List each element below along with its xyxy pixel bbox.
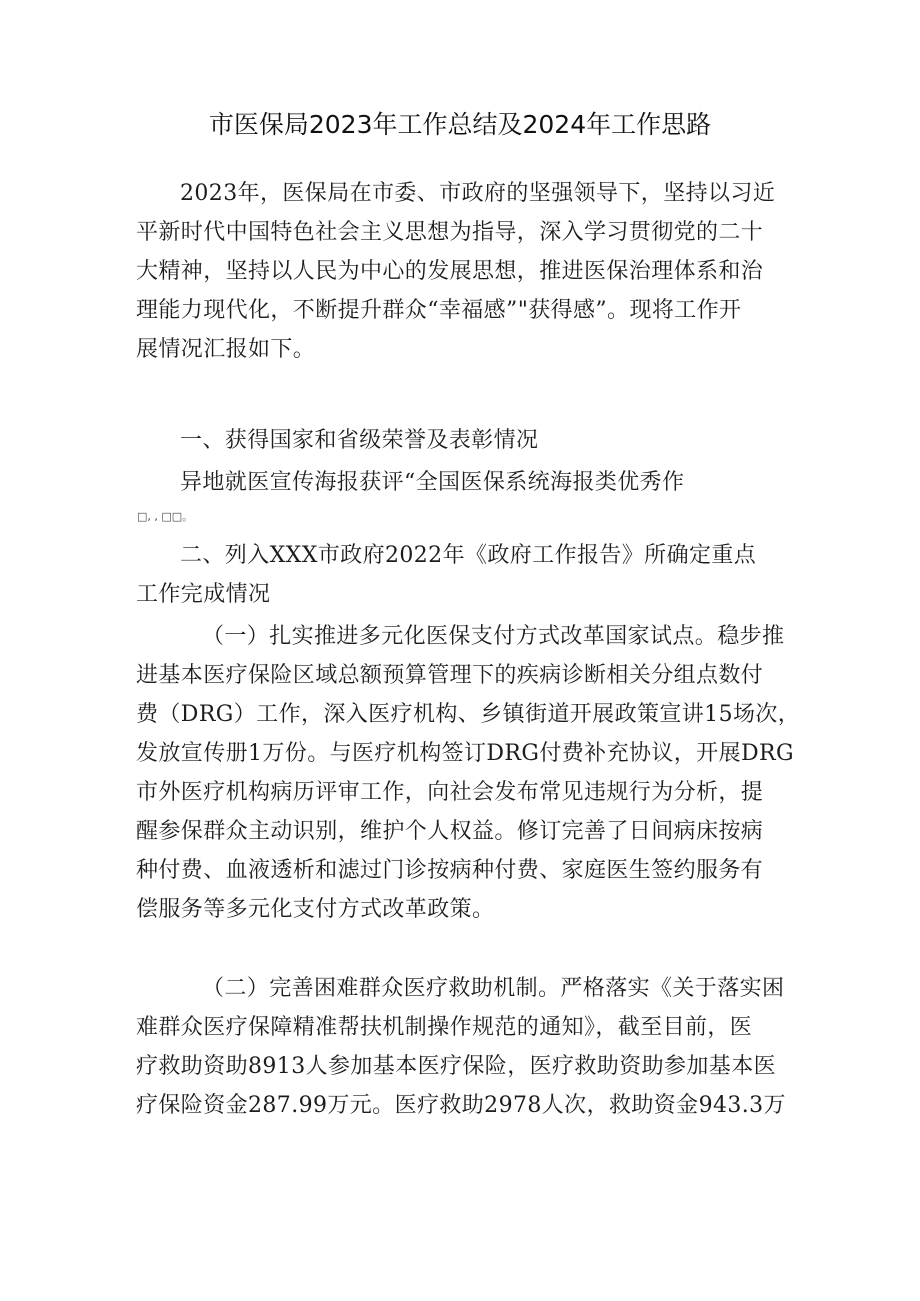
text-line: 异地就医宣传海报获评“全国医保系统海报类优秀作 (180, 470, 685, 495)
text-line: 醒参保群众主动识别，维护个人权益。修订完善了日间病床按病 (136, 819, 764, 844)
text-line: 种付费、血液透析和滤过门诊按病种付费、家庭医生签约服务有 (136, 858, 764, 883)
heading-line: 二、列入XXX市政府2022年《政府工作报告》所确定重点 (180, 543, 757, 568)
text-line: 疗救助资助8913人参加基本医疗保险，医疗救助资助参加基本医 (136, 1054, 776, 1079)
text-line: 2023年，医保局在市委、市政府的坚强领导下，坚持以习近 (180, 181, 776, 206)
text-line: 费（DRG）工作，深入医疗机构、乡镇街道开展政策宣讲15场次， (136, 702, 801, 727)
text-line: （二）完善困难群众医疗救助机制。严格落实《关于落实困 (202, 976, 785, 1001)
text-line: 难群众医疗保障精准帮扶机制操作规范的通知》，截至目前，医 (136, 1015, 753, 1040)
text-line: （一）扎实推进多元化医保支付方式改革国家试点。稳步推 (202, 624, 785, 649)
text-line: 展情况汇报如下。 (136, 337, 316, 362)
section-2-item-2 (136, 969, 788, 1125)
garbled-text-line: □, , □□。 (137, 510, 194, 523)
section-2-heading (136, 536, 788, 614)
text-line: 大精神，坚持以人民为中心的发展思想，推进医保治理体系和治 (136, 259, 764, 284)
intro-paragraph (136, 174, 788, 369)
text-line: 偿服务等多元化支付方式改革政策。 (136, 897, 495, 922)
text-line: 疗保险资金287.99万元。医疗救助2978人次，救助资金943.3万 (136, 1093, 786, 1118)
document-title: 市医保局2023年工作总结及2024年工作思路 (208, 110, 712, 139)
heading-line: 一、获得国家和省级荣誉及表彰情况 (180, 428, 539, 453)
text-line: 平新时代中国特色社会主义思想为指导，深入学习贯彻党的二十 (136, 220, 764, 245)
text-line: 理能力现代化，不断提升群众“幸福感”"获得感”。现将工作开 (136, 298, 742, 323)
text-line: 发放宣传册1万份。与医疗机构签订DRG付费补充协议，开展DRG (136, 741, 794, 766)
text-line: 市外医疗机构病历评审工作，向社会发布常见违规行为分析，提 (136, 780, 764, 805)
section-1-body (136, 463, 788, 502)
section-2-item-1 (136, 617, 801, 929)
section-1-heading (136, 421, 788, 460)
heading-line: 工作完成情况 (136, 582, 271, 607)
text-line: 进基本医疗保险区域总额预算管理下的疾病诊断相关分组点数付 (136, 663, 764, 688)
